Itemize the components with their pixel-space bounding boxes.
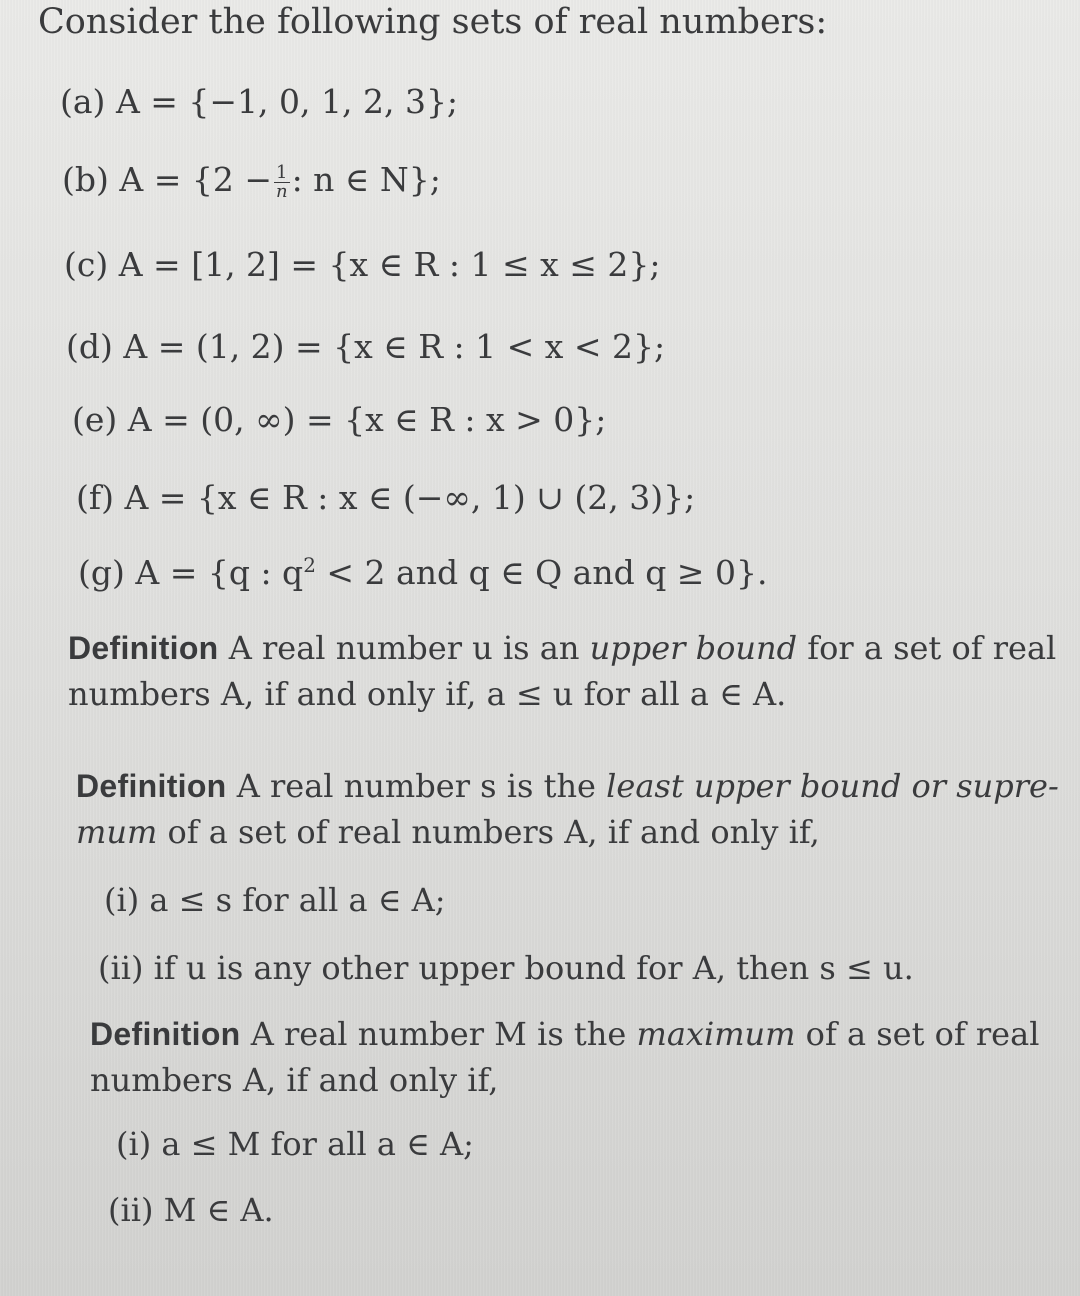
set-item-e	[72, 400, 606, 440]
def-sup-item1: (i) a ≤ s for all a ∈ A;	[104, 881, 446, 919]
set-label-f: (f)	[76, 478, 114, 517]
superscript-two: 2	[303, 553, 316, 577]
set-label-g: (g)	[78, 553, 125, 592]
def-sup-item2: (ii) if u is any other upper bound for A, then s ≤ u.	[98, 949, 914, 987]
set-expr-g-post: < 2 and q ∈ Q and q ≥ 0}.	[315, 553, 768, 592]
fraction-numerator: 1	[274, 164, 290, 183]
set-expr-g-pre: A = {q : q	[135, 553, 304, 592]
set-label-d: (d)	[66, 327, 113, 366]
def-sup-line1	[76, 766, 1059, 806]
def-upper-line2: numbers A, if and only if, a ≤ u for all a ∈ A.	[68, 675, 787, 713]
def-max-item2: (ii) M ∈ A.	[108, 1191, 274, 1229]
set-item-b	[62, 160, 441, 201]
set-expr-f: A = {x ∈ R : x ∈ (−∞, 1) ∪ (2, 3)};	[124, 478, 696, 517]
fraction-one-over-n	[274, 161, 290, 202]
set-item-d	[66, 327, 665, 367]
def-max-text-post: of a set of real	[805, 1015, 1040, 1053]
def-upper-term: upper bound	[589, 629, 798, 667]
def-max-term: maximum	[636, 1015, 796, 1053]
set-expr-a: A = {−1, 0, 1, 2, 3};	[115, 82, 459, 121]
def-max-line2: numbers A, if and only if,	[90, 1061, 499, 1099]
intro-text: Consider the following sets of real numbers:	[38, 2, 828, 42]
def-sup-term: least upper bound or supre-	[606, 767, 1059, 805]
set-label-e: (e)	[72, 400, 118, 439]
set-item-g	[78, 553, 767, 593]
set-expr-c: A = [1, 2] = {x ∈ R : 1 ≤ x ≤ 2};	[118, 245, 661, 284]
set-expr-b-pre: A = {2 −	[119, 160, 272, 199]
def-max-label: Definition	[90, 1016, 241, 1052]
def-sup-text-post: of a set of real numbers A, if and only if,	[167, 813, 820, 851]
set-label-a: (a)	[60, 82, 106, 121]
set-label-b: (b)	[62, 160, 109, 199]
def-upper-line1	[68, 628, 1056, 668]
def-max-line1	[90, 1014, 1039, 1054]
set-item-f	[76, 478, 695, 518]
def-sup-label: Definition	[76, 768, 227, 804]
set-label-c: (c)	[64, 245, 109, 284]
def-max-text-pre: A real number M is the	[250, 1015, 627, 1053]
def-upper-text-post: for a set of real	[807, 629, 1057, 667]
def-sup-term-cont: mum	[76, 813, 158, 851]
def-upper-label: Definition	[68, 630, 219, 666]
fraction-denominator: n	[275, 180, 288, 202]
def-sup-line2	[76, 812, 820, 852]
set-expr-e: A = (0, ∞) = {x ∈ R : x > 0};	[127, 400, 607, 439]
def-sup-text-pre: A real number s is the	[236, 767, 596, 805]
set-expr-b-post: : n ∈ N};	[291, 160, 441, 199]
set-item-c	[64, 245, 660, 285]
def-max-item1: (i) a ≤ M for all a ∈ A;	[116, 1125, 474, 1163]
def-upper-text-pre: A real number u is an	[228, 629, 580, 667]
set-item-a	[60, 82, 458, 122]
set-expr-d: A = (1, 2) = {x ∈ R : 1 < x < 2};	[123, 327, 666, 366]
